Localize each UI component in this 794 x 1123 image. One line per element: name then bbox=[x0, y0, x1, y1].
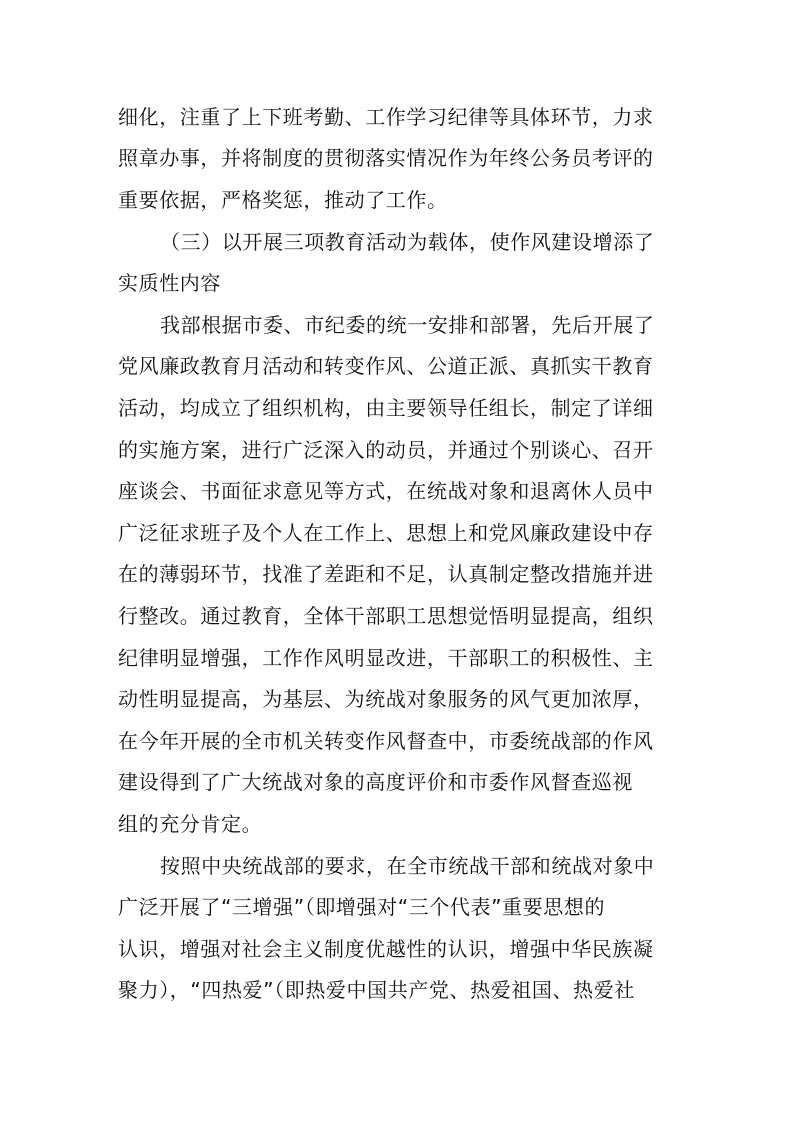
text-line: 动性明显提高，为基层、为统战对象服务的风气更加浓厚， bbox=[118, 687, 654, 711]
text-line: 在今年开展的全市机关转变作风督查中，市委统战部的作风 bbox=[118, 729, 654, 753]
text-line: 认识，增强对社会主义制度优越性的认识，增强中华民族凝 bbox=[118, 937, 654, 961]
section-heading: （三）以开展三项教育活动为载体，使作风建设增添了 bbox=[160, 230, 655, 254]
text-line: 聚力），“四热爱”（即热爱中国共产党、热爱祖国、热爱社 bbox=[118, 978, 635, 1002]
text-line: 在的薄弱环节，找准了差距和不足，认真制定整改措施并进 bbox=[118, 562, 654, 586]
text-line: 建设得到了广大统战对象的高度评价和市委作风督查巡视 bbox=[118, 770, 633, 794]
text-line: 广泛开展了“三增强”（即增强对“三个代表”重要思想的 bbox=[118, 895, 606, 919]
section-heading: 实质性内容 bbox=[118, 271, 221, 295]
text-line: 细化，注重了上下班考勤、工作学习纪律等具体环节，力求 bbox=[118, 105, 654, 129]
text-line: 广泛征求班子及个人在工作上、思想上和党风廉政建设中存 bbox=[118, 521, 654, 545]
text-line: 的实施方案，进行广泛深入的动员，并通过个别谈心、召开 bbox=[118, 438, 654, 462]
text-line: 座谈会、书面征求意见等方式，在统战对象和退离休人员中 bbox=[118, 479, 654, 503]
paragraph-start: 我部根据市委、市纪委的统一安排和部署，先后开展了 bbox=[160, 313, 655, 337]
text-line: 党风廉政教育月活动和转变作风、公道正派、真抓实干教育 bbox=[118, 354, 654, 378]
text-line: 纪律明显增强，工作作风明显改进，干部职工的积极性、主 bbox=[118, 646, 654, 670]
paragraph-start: 按照中央统战部的要求，在全市统战干部和统战对象中 bbox=[160, 854, 655, 878]
text-line: 照章办事，并将制度的贯彻落实情况作为年终公务员考评的 bbox=[118, 146, 654, 170]
text-line: 组的充分肯定。 bbox=[118, 812, 263, 836]
text-line: 重要依据，严格奖惩，推动了工作。 bbox=[118, 188, 448, 212]
text-line: 活动，均成立了组织机构，由主要领导任组长，制定了详细 bbox=[118, 396, 654, 420]
text-line: 行整改。通过教育，全体干部职工思想觉悟明显提高，组织 bbox=[118, 604, 654, 628]
